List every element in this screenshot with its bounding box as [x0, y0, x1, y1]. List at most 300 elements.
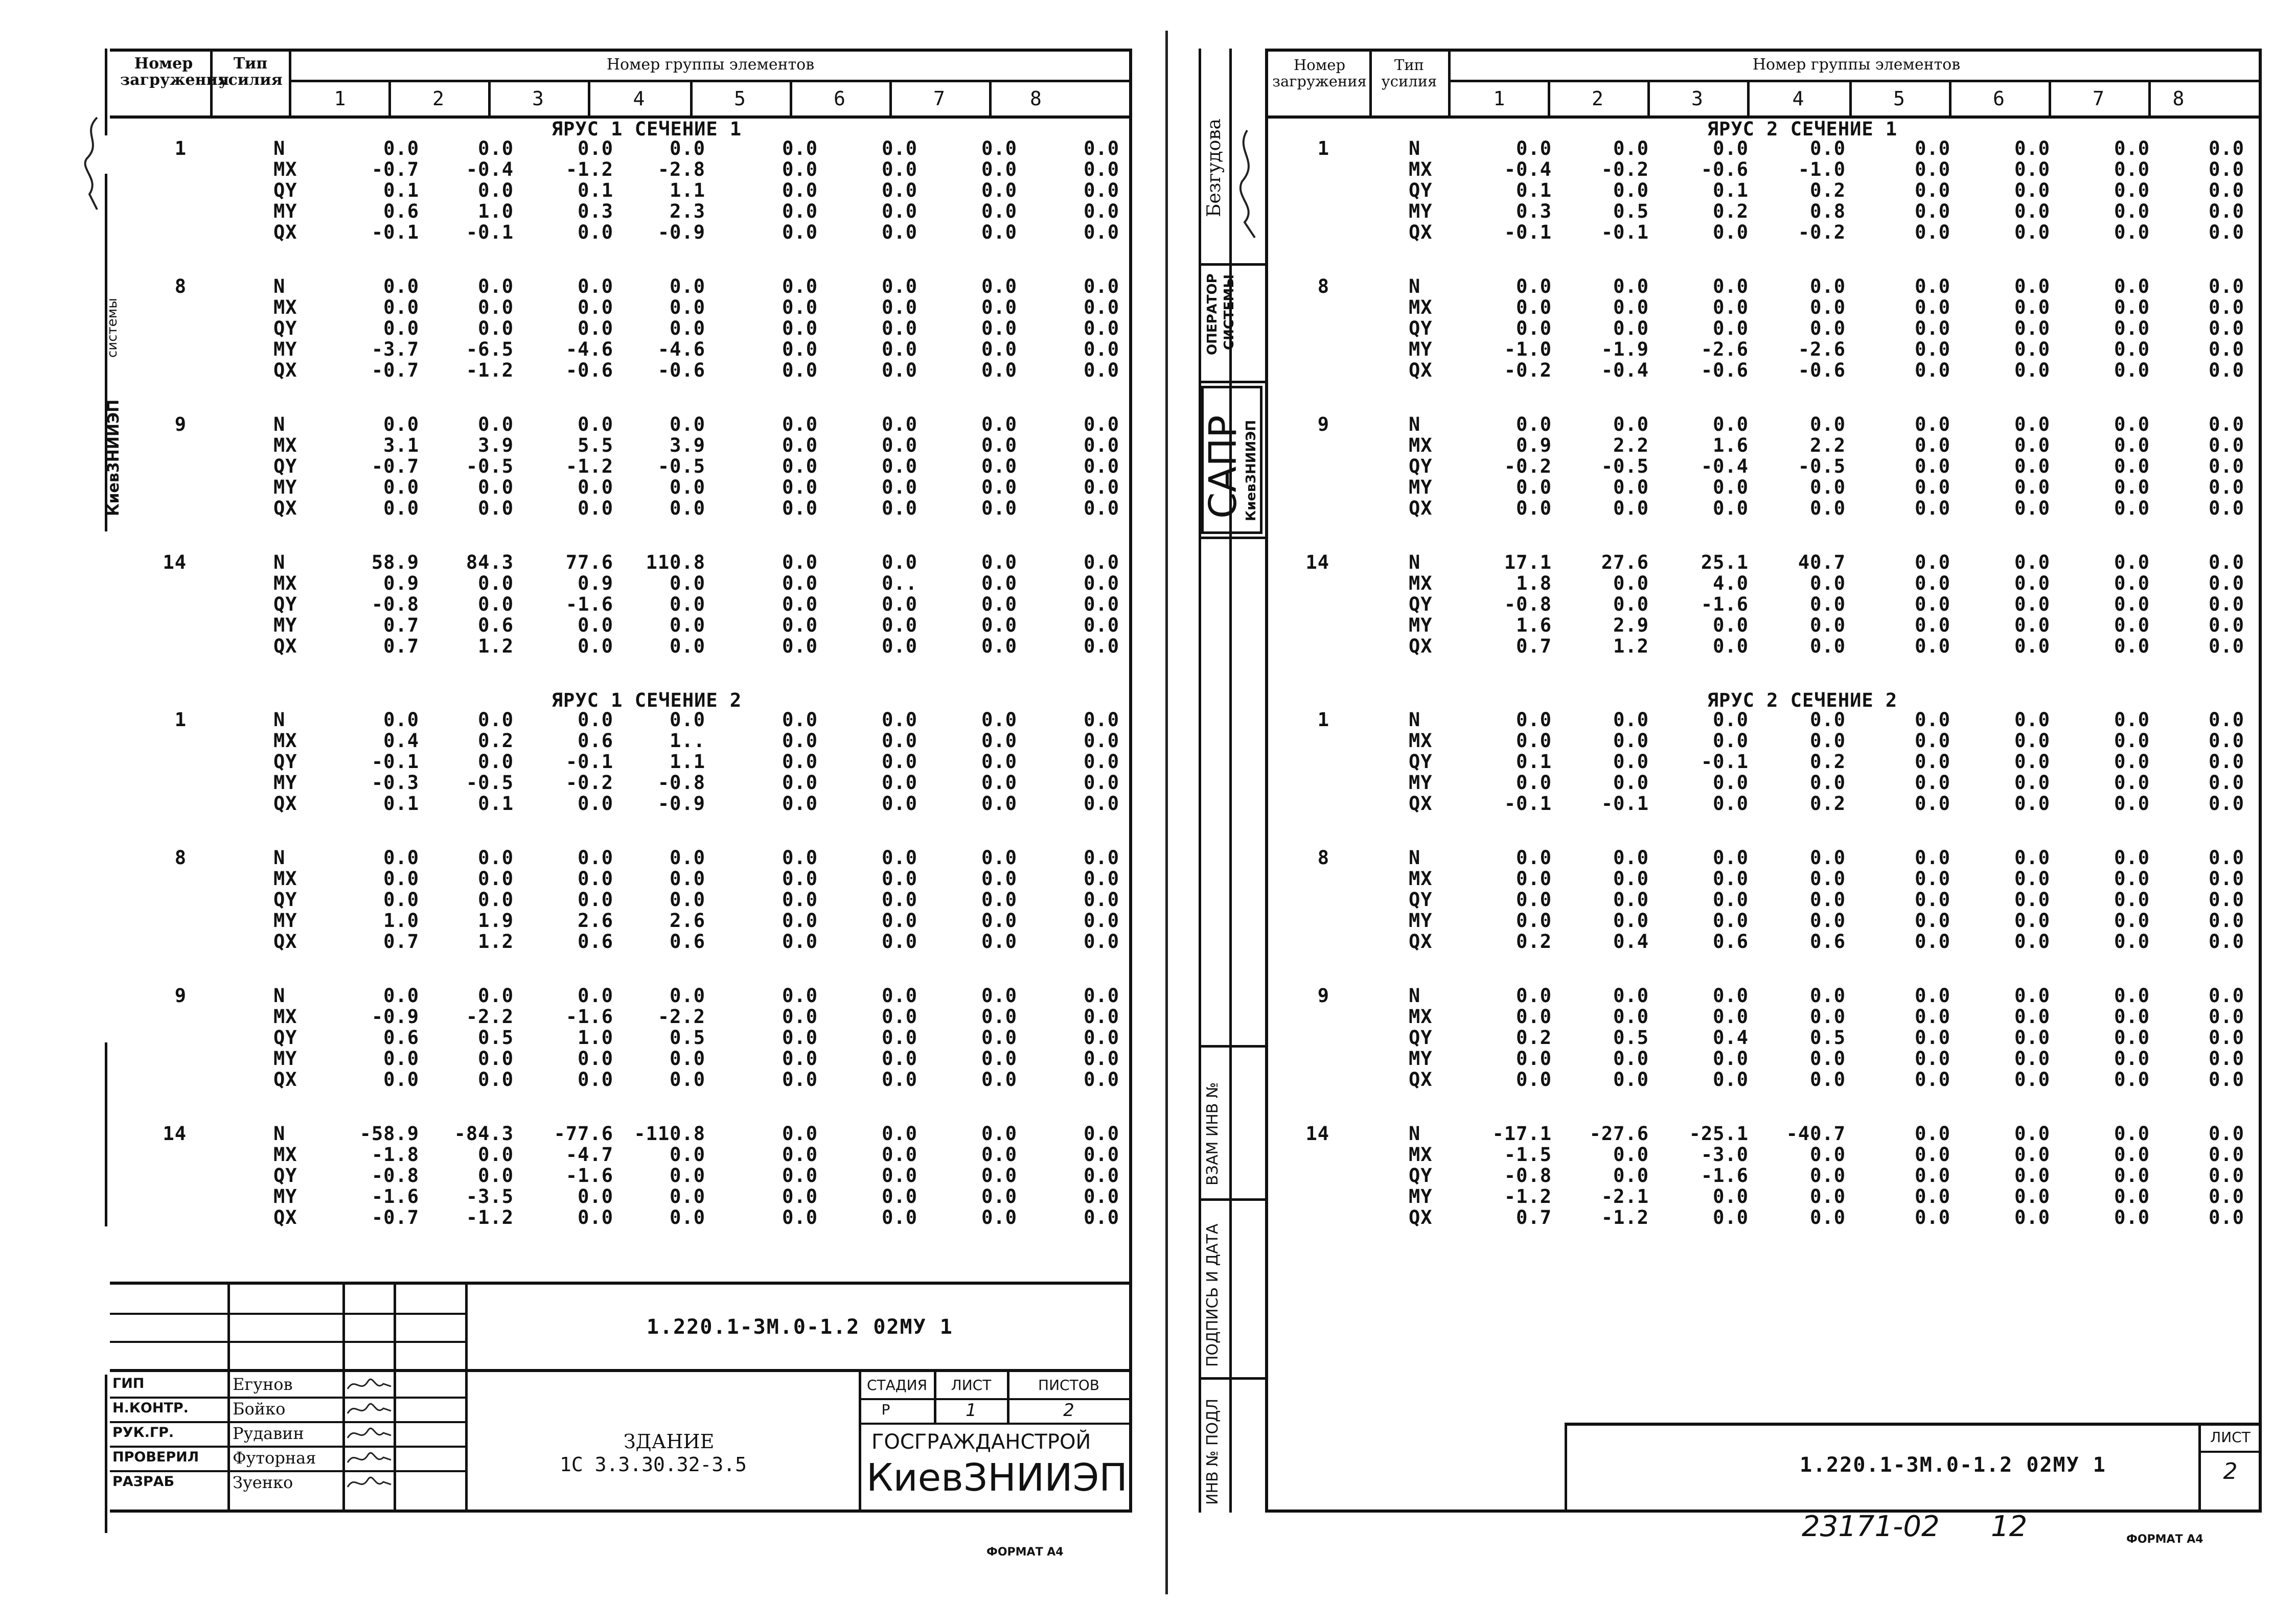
table-row	[110, 985, 1129, 1006]
force-value: 0.0	[1516, 985, 1552, 1007]
force-value: 0.0	[2014, 772, 2050, 794]
force-value: 0.0	[670, 497, 705, 519]
force-value: 0.4	[1613, 931, 1649, 953]
force-value: 0.0	[478, 847, 514, 869]
force-value: -1.9	[1601, 338, 1649, 360]
force-value: 0.0	[2209, 751, 2244, 773]
left-margin-rule	[105, 1042, 107, 1226]
table-row	[110, 1165, 1129, 1186]
force-value: 0.0	[1713, 889, 1749, 911]
force-value: 0.0	[2114, 200, 2150, 222]
force-value: 0.0	[1915, 572, 1950, 594]
document-code: 1.220.1-3М.0-1.2 02МУ 1	[1800, 1453, 2106, 1477]
force-value: 0.0	[981, 137, 1017, 159]
table-row	[110, 594, 1129, 615]
force-value: 0.0	[1084, 455, 1119, 477]
force-value: 0.0	[882, 338, 917, 360]
force-value: 0.0	[2209, 338, 2244, 360]
force-value: 0.0	[478, 868, 514, 890]
sapr-label: САПР	[1201, 415, 1245, 519]
force-value: 0.0	[2209, 296, 2244, 318]
force-type: N	[273, 551, 286, 573]
force-type: MX	[1409, 730, 1433, 752]
table-row	[110, 793, 1129, 814]
force-value: -0.1	[1504, 793, 1552, 815]
force-type: QY	[273, 1165, 297, 1187]
force-value: 0.0	[383, 317, 419, 339]
force-value: 0.0	[782, 635, 818, 657]
force-value: 0.0	[383, 476, 419, 498]
force-type: MX	[273, 730, 297, 752]
force-value: 0.0	[2209, 200, 2244, 222]
force-value: -0.8	[1504, 1165, 1552, 1187]
force-value: 0.5	[1810, 1027, 1846, 1049]
table-row	[1268, 615, 2259, 636]
force-value: 0.0	[1613, 709, 1649, 731]
force-value: 0.0	[1810, 1186, 1846, 1208]
force-value: 0.0	[2114, 572, 2150, 594]
force-value: 0.0	[383, 1048, 419, 1070]
force-value: 0.0	[1915, 709, 1950, 731]
force-value: -4.7	[565, 1144, 613, 1166]
column-number: 1	[1493, 87, 1505, 110]
force-value: -110.8	[634, 1123, 705, 1145]
force-value: 0.0	[2209, 317, 2244, 339]
force-value: -1.5	[1504, 1144, 1552, 1166]
load-case-number: 1	[1317, 709, 1329, 731]
force-value: 0.0	[1613, 275, 1649, 297]
load-case-number: 9	[174, 985, 187, 1007]
force-value: 0.0	[578, 1069, 613, 1090]
force-value: -2.2	[657, 1006, 705, 1028]
load-case-number: 8	[174, 847, 187, 869]
force-value: -2.6	[1798, 338, 1846, 360]
table-row	[110, 159, 1129, 180]
force-value: -77.6	[554, 1123, 613, 1145]
force-value: 0.0	[2014, 1027, 2050, 1049]
table-row	[1268, 1144, 2259, 1165]
force-value: -0.8	[371, 593, 419, 615]
force-value: 2.6	[578, 910, 613, 932]
force-value: 3.1	[383, 434, 419, 456]
force-value: 0.0	[1084, 847, 1119, 869]
force-value: 0.0	[2114, 1165, 2150, 1187]
force-type: MY	[1409, 338, 1433, 360]
force-value: 0.0	[1084, 931, 1119, 953]
force-value: 0.0	[782, 317, 818, 339]
force-value: 0.0	[1613, 476, 1649, 498]
force-value: 0.0	[578, 635, 613, 657]
sheets-label: ПИСТОВ	[1038, 1377, 1099, 1394]
force-value: 1.1	[670, 751, 705, 773]
force-value: 0.0	[1613, 497, 1649, 519]
force-value: 0.0	[882, 751, 917, 773]
force-type: MY	[273, 338, 297, 360]
force-value: 0.0	[1084, 1006, 1119, 1028]
load-case-label: Номер загружения	[120, 55, 229, 89]
force-value: 1.0	[578, 1027, 613, 1049]
force-value: 0.0	[1084, 1165, 1119, 1187]
force-value: 0.1	[1713, 179, 1749, 201]
force-value: 1..	[670, 730, 705, 752]
force-value: 0.0	[1084, 476, 1119, 498]
force-value: 0.0	[2014, 868, 2050, 890]
force-value: 0.0	[478, 593, 514, 615]
force-value: 0.0	[1613, 317, 1649, 339]
force-value: 0.6	[578, 730, 613, 752]
force-value: 0.6	[578, 931, 613, 953]
force-value: 0.0	[882, 793, 917, 815]
force-type: QX	[1409, 359, 1433, 381]
force-value: 0.0	[1084, 296, 1119, 318]
table-row	[110, 772, 1129, 793]
force-value: 0.0	[383, 709, 419, 731]
column-number: 1	[334, 87, 346, 110]
force-value: 0.0	[1915, 1048, 1950, 1070]
force-value: 0.0	[1713, 868, 1749, 890]
force-value: -0.4	[1701, 455, 1749, 477]
force-value: 0.0	[1915, 551, 1950, 573]
force-type: N	[1409, 275, 1421, 297]
force-type: QY	[1409, 751, 1433, 773]
force-value: 0.0	[1516, 137, 1552, 159]
table-row	[110, 456, 1129, 477]
force-value: 1.1	[670, 179, 705, 201]
force-type: MY	[273, 476, 297, 498]
force-value: 1.9	[478, 910, 514, 932]
force-value: 0.0	[981, 359, 1017, 381]
table-row	[1268, 276, 2259, 297]
force-type: MX	[273, 296, 297, 318]
force-value: 0.0	[1713, 476, 1749, 498]
force-type: QX	[273, 931, 297, 953]
force-value: 0.0	[2114, 317, 2150, 339]
force-value: 0.0	[478, 275, 514, 297]
force-value: 0.0	[578, 497, 613, 519]
force-value: 1.6	[1516, 614, 1552, 636]
table-row	[1268, 435, 2259, 456]
force-value: 0.0	[1084, 359, 1119, 381]
force-value: 0.0	[1713, 730, 1749, 752]
table-row	[1268, 1006, 2259, 1027]
force-value: 0.1	[383, 793, 419, 815]
section-title: ЯРУС 1 СЕЧЕНИЕ 2	[551, 689, 742, 711]
force-value: 0.0	[2014, 751, 2050, 773]
force-value: -2.8	[657, 158, 705, 180]
force-value: -0.3	[371, 772, 419, 794]
force-value: -4.6	[565, 338, 613, 360]
force-value: 0.0	[782, 338, 818, 360]
force-value: 0.0	[782, 847, 818, 869]
force-value: 0.0	[1810, 296, 1846, 318]
force-value: 0.0	[1713, 1069, 1749, 1090]
force-value: 0.0	[2209, 868, 2244, 890]
force-value: 0.0	[882, 868, 917, 890]
load-case-number: 14	[1305, 1123, 1329, 1145]
force-value: 0.0	[981, 158, 1017, 180]
role-label: РАЗРАБ	[112, 1474, 175, 1490]
force-value: 0.0	[1810, 1048, 1846, 1070]
force-value: 0.0	[2014, 434, 2050, 456]
force-value: 0.0	[882, 985, 917, 1007]
force-value: 0.0	[1713, 413, 1749, 435]
load-case-number: 1	[1317, 137, 1329, 159]
force-value: 0.0	[670, 889, 705, 911]
force-value: -0.5	[657, 455, 705, 477]
person-name: Рудавин	[233, 1424, 304, 1443]
table-row	[1268, 931, 2259, 952]
force-type: N	[1409, 985, 1421, 1007]
force-value: 0.0	[882, 931, 917, 953]
force-value: 0.0	[2209, 614, 2244, 636]
force-value: 0.0	[2114, 1006, 2150, 1028]
force-value: 0.0	[2114, 455, 2150, 477]
force-value: 0.9	[383, 572, 419, 594]
force-type: QX	[1409, 931, 1433, 953]
force-value: 0.0	[670, 593, 705, 615]
force-value: 0.0	[1915, 593, 1950, 615]
force-value: 0.0	[383, 868, 419, 890]
force-value: 0.0	[1915, 889, 1950, 911]
force-value: 0.0	[2209, 359, 2244, 381]
force-value: 0.0	[1084, 751, 1119, 773]
force-value: 0.7	[383, 931, 419, 953]
force-value: 0.0	[2209, 793, 2244, 815]
force-value: -0.1	[1701, 751, 1749, 773]
force-value: 0.0	[578, 1206, 613, 1228]
force-value: 1.2	[478, 635, 514, 657]
force-value: 0.0	[882, 772, 917, 794]
force-value: 0.0	[1713, 910, 1749, 932]
force-value: 0.0	[1084, 889, 1119, 911]
table-row	[1268, 1048, 2259, 1069]
force-value: 0.0	[882, 179, 917, 201]
right-sheet	[1265, 49, 2262, 1513]
role-label: РУК.ГР.	[112, 1425, 174, 1441]
force-value: -1.8	[371, 1144, 419, 1166]
force-value: -40.7	[1786, 1123, 1846, 1145]
force-value: 0.0	[478, 476, 514, 498]
force-value: -0.6	[1701, 158, 1749, 180]
force-value: 0.0	[1713, 137, 1749, 159]
force-value: 0.0	[782, 593, 818, 615]
force-value: 0.0	[1713, 296, 1749, 318]
force-type: QY	[273, 889, 297, 911]
force-value: 0.0	[882, 137, 917, 159]
force-value: -0.8	[371, 1165, 419, 1187]
force-value: 0.0	[981, 614, 1017, 636]
force-value: 0.0	[1915, 1186, 1950, 1208]
force-value: 0.0	[578, 317, 613, 339]
force-value: 0.0	[1084, 1144, 1119, 1166]
force-value: 0.0	[1915, 614, 1950, 636]
force-value: 0.0	[2114, 221, 2150, 243]
force-value: 0.0	[782, 1144, 818, 1166]
force-value: 0.0	[670, 614, 705, 636]
force-value: 0.0	[578, 275, 613, 297]
force-value: 0.0	[1516, 275, 1552, 297]
force-value: 0.0	[981, 910, 1017, 932]
force-value: 0.0	[981, 221, 1017, 243]
force-value: 0.2	[478, 730, 514, 752]
operator-label: ОПЕРАТОР	[1205, 273, 1220, 355]
force-value: 0.0	[1084, 1027, 1119, 1049]
table-row	[1268, 456, 2259, 477]
force-value: 0.0	[1915, 1206, 1950, 1228]
force-value: 0.0	[578, 709, 613, 731]
force-value: 0.0	[2014, 497, 2050, 519]
page-divider	[1165, 31, 1168, 1594]
force-value: 0.0	[670, 476, 705, 498]
person-name: Зуенко	[233, 1473, 293, 1492]
force-value: -0.7	[371, 158, 419, 180]
force-value: 0.0	[478, 1144, 514, 1166]
force-value: 0.0	[1084, 179, 1119, 201]
force-value: 25.1	[1701, 551, 1749, 573]
force-value: 0.0	[2209, 137, 2244, 159]
force-type: MY	[1409, 772, 1433, 794]
force-value: 0.0	[882, 889, 917, 911]
force-value: 2.3	[670, 200, 705, 222]
force-value: 0.0	[383, 889, 419, 911]
force-value: 4.0	[1713, 572, 1749, 594]
force-value: 0.0	[782, 497, 818, 519]
force-value: 0.0	[1915, 730, 1950, 752]
force-value: 0.0	[782, 1048, 818, 1070]
force-value: -1.6	[565, 1165, 613, 1187]
force-value: 0.0	[1084, 551, 1119, 573]
force-value: -1.2	[565, 455, 613, 477]
force-value: 5.5	[578, 434, 613, 456]
force-value: 1.2	[1613, 635, 1649, 657]
table-header	[1268, 52, 2259, 119]
force-value: 0.0	[1613, 137, 1649, 159]
force-value: 1.6	[1713, 434, 1749, 456]
force-value: 0.0	[1084, 338, 1119, 360]
force-value: 0.2	[1810, 793, 1846, 815]
force-value: 0.0	[2014, 317, 2050, 339]
force-value: 0.0	[1713, 275, 1749, 297]
right-margin-column	[1199, 49, 1268, 1513]
force-value: 0.0	[782, 221, 818, 243]
load-case-number: 14	[163, 551, 187, 573]
force-type: MX	[1409, 158, 1433, 180]
table-row	[1268, 751, 2259, 772]
force-value: 0.0	[670, 1165, 705, 1187]
sheets-value: 2	[1063, 1400, 1074, 1421]
force-value: 0.0	[670, 1069, 705, 1090]
force-value: 0.0	[981, 200, 1017, 222]
force-value: 0.0	[1084, 572, 1119, 594]
force-type: MY	[1409, 614, 1433, 636]
force-value: 0.0	[1084, 709, 1119, 731]
force-value: -1.0	[1798, 158, 1846, 180]
force-value: 0.0	[2014, 296, 2050, 318]
signature-date-label: ПОДПИСЬ И ДАТА	[1204, 1223, 1222, 1367]
force-value: 0.0	[782, 455, 818, 477]
table-row	[110, 910, 1129, 931]
force-type-label: Тип усилия	[1381, 56, 1437, 90]
force-value: 0.0	[981, 1186, 1017, 1208]
force-value: 0.9	[578, 572, 613, 594]
force-value: 0.0	[1084, 793, 1119, 815]
force-value: 0.0	[1084, 413, 1119, 435]
column-number: 4	[1792, 87, 1804, 110]
force-value: 58.9	[371, 551, 419, 573]
force-value: 0.0	[1713, 985, 1749, 1007]
force-value: 0.0	[882, 1206, 917, 1228]
force-value: 0.0	[981, 985, 1017, 1007]
force-type: N	[1409, 137, 1421, 159]
force-value: 0.0	[2114, 614, 2150, 636]
force-value: -1.6	[1701, 1165, 1749, 1187]
force-value: 0.0	[1613, 413, 1649, 435]
force-value: 1.0	[383, 910, 419, 932]
force-value: 0.0	[2114, 751, 2150, 773]
section-title: ЯРУС 1 СЕЧЕНИЕ 1	[551, 118, 742, 140]
force-value: 0.0	[2209, 1006, 2244, 1028]
force-value: 0.4	[1713, 1027, 1749, 1049]
force-value: 0.0	[670, 413, 705, 435]
force-type: N	[1409, 709, 1421, 731]
force-value: 2.9	[1613, 614, 1649, 636]
force-type: MX	[273, 572, 297, 594]
force-value: 0.0	[2014, 200, 2050, 222]
force-value: 0.0	[383, 847, 419, 869]
force-value: 0.0	[882, 1006, 917, 1028]
force-value: 0.0	[2209, 1027, 2244, 1049]
title-block	[110, 1282, 1129, 1510]
sheet-label: ЛИСТ	[951, 1377, 992, 1394]
force-value: 0.0	[1810, 275, 1846, 297]
force-value: -1.2	[1504, 1186, 1552, 1208]
force-value: 0.0	[882, 413, 917, 435]
role-label: ГИП	[112, 1376, 145, 1391]
force-value: -0.4	[1601, 359, 1649, 381]
force-value: 0.0	[2014, 455, 2050, 477]
force-value: 0.0	[2014, 593, 2050, 615]
table-row	[1268, 985, 2259, 1006]
table-row	[110, 1048, 1129, 1069]
force-value: 0.0	[1516, 1069, 1552, 1090]
force-value: 0.0	[1915, 1123, 1950, 1145]
force-value: 0.0	[1810, 614, 1846, 636]
force-value: 0.0	[1915, 847, 1950, 869]
force-value: 0.7	[1516, 1206, 1552, 1228]
force-value: 0.0	[2114, 1027, 2150, 1049]
format-label: ФОРМАТ А4	[2126, 1533, 2203, 1546]
table-row	[1268, 847, 2259, 868]
force-value: 0.0	[1810, 1165, 1846, 1187]
table-row	[1268, 772, 2259, 793]
force-type: QX	[273, 497, 297, 519]
force-value: 0.0	[1713, 847, 1749, 869]
force-value: 0.0	[383, 985, 419, 1007]
force-value: 0.0	[1915, 1165, 1950, 1187]
force-value: 0.0	[1915, 338, 1950, 360]
force-value: -58.9	[359, 1123, 419, 1145]
table-row	[1268, 222, 2259, 243]
column-number: 2	[1592, 87, 1603, 110]
force-value: 0.0	[2014, 158, 2050, 180]
force-value: 0.0	[1516, 317, 1552, 339]
force-value: 0.0	[981, 497, 1017, 519]
force-value: -1.6	[371, 1186, 419, 1208]
force-type: N	[1409, 1123, 1421, 1145]
force-value: 0.0	[2014, 1048, 2050, 1070]
force-value: 0.0	[782, 1027, 818, 1049]
force-value: 0.0	[2114, 847, 2150, 869]
